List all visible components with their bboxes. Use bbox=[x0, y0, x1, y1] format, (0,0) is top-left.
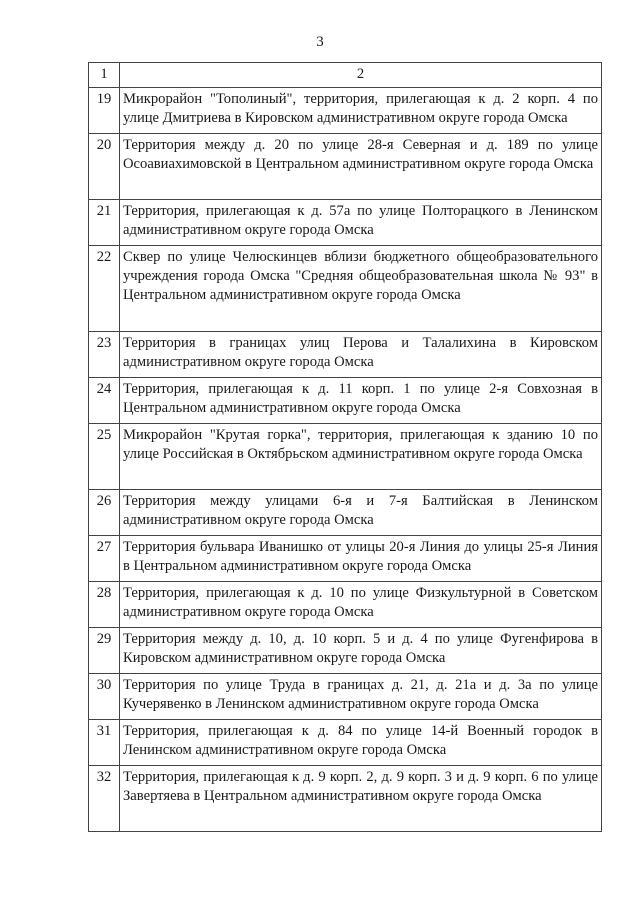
row-number: 23 bbox=[89, 332, 120, 378]
table-row bbox=[89, 424, 602, 490]
row-number: 26 bbox=[89, 490, 120, 536]
row-number: 19 bbox=[89, 88, 120, 134]
table-row bbox=[89, 628, 602, 674]
territory-table bbox=[88, 62, 602, 832]
table-row bbox=[89, 200, 602, 246]
row-description: Территория, прилегающая к д. 9 корп. 2, д. 9 корп. 3 и д. 9 корп. 6 по улице Завертяева в Центральном административном округе города Омска bbox=[120, 766, 602, 832]
page-number: 3 bbox=[316, 34, 324, 50]
row-description: Территория, прилегающая к д. 11 корп. 1 по улице 2-я Совхозная в Центральном административном округе города Омска bbox=[120, 378, 602, 424]
table-row bbox=[89, 582, 602, 628]
row-description: Территория между улицами 6-я и 7-я Балтийская в Ленинском административном округе города Омска bbox=[120, 490, 602, 536]
column-header-description: 2 bbox=[120, 63, 602, 88]
table-row bbox=[89, 134, 602, 200]
table-row bbox=[89, 332, 602, 378]
row-number: 32 bbox=[89, 766, 120, 832]
table-row bbox=[89, 536, 602, 582]
row-number: 22 bbox=[89, 246, 120, 332]
row-number: 21 bbox=[89, 200, 120, 246]
row-description: Территория между д. 20 по улице 28-я Северная и д. 189 по улице Осоавиахимовской в Центральном административном округе города Омска bbox=[120, 134, 602, 200]
row-number: 28 bbox=[89, 582, 120, 628]
row-number: 31 bbox=[89, 720, 120, 766]
row-number: 27 bbox=[89, 536, 120, 582]
row-description: Территория, прилегающая к д. 57а по улице Полторацкого в Ленинском административном округе города Омска bbox=[120, 200, 602, 246]
table-row bbox=[89, 720, 602, 766]
table-header-row bbox=[89, 63, 602, 88]
row-description: Сквер по улице Челюскинцев вблизи бюджетного общеобразовательного учреждения города Омска "Средняя общеобразовательная школа № 93" в Центральном административном округе города Омска bbox=[120, 246, 602, 332]
table-row bbox=[89, 674, 602, 720]
row-description: Территория, прилегающая к д. 84 по улице 14-й Военный городок в Ленинском административном округе города Омска bbox=[120, 720, 602, 766]
row-number: 20 bbox=[89, 134, 120, 200]
table-row bbox=[89, 766, 602, 832]
row-number: 24 bbox=[89, 378, 120, 424]
row-description: Территория, прилегающая к д. 10 по улице Физкультурной в Советском административном округе города Омска bbox=[120, 582, 602, 628]
column-header-number: 1 bbox=[89, 63, 120, 88]
row-description: Территория между д. 10, д. 10 корп. 5 и д. 4 по улице Фугенфирова в Кировском административном округе города Омска bbox=[120, 628, 602, 674]
table-row bbox=[89, 378, 602, 424]
row-number: 30 bbox=[89, 674, 120, 720]
row-number: 29 bbox=[89, 628, 120, 674]
row-number: 25 bbox=[89, 424, 120, 490]
row-description: Территория в границах улиц Перова и Талалихина в Кировском административном округе города Омска bbox=[120, 332, 602, 378]
table-row bbox=[89, 88, 602, 134]
row-description: Территория по улице Труда в границах д. 21, д. 21а и д. 3а по улице Кучерявенко в Ленинском административном округе города Омска bbox=[120, 674, 602, 720]
table-row bbox=[89, 246, 602, 332]
table-row bbox=[89, 490, 602, 536]
row-description: Микрорайон "Крутая горка", территория, прилегающая к зданию 10 по улице Российская в Октябрьском административном округе города Омска bbox=[120, 424, 602, 490]
row-description: Микрорайон "Тополиный", территория, прилегающая к д. 2 корп. 4 по улице Дмитриева в Кировском административном округе города Омска bbox=[120, 88, 602, 134]
row-description: Территория бульвара Иванишко от улицы 20-я Линия до улицы 25-я Линия в Центральном административном округе города Омска bbox=[120, 536, 602, 582]
